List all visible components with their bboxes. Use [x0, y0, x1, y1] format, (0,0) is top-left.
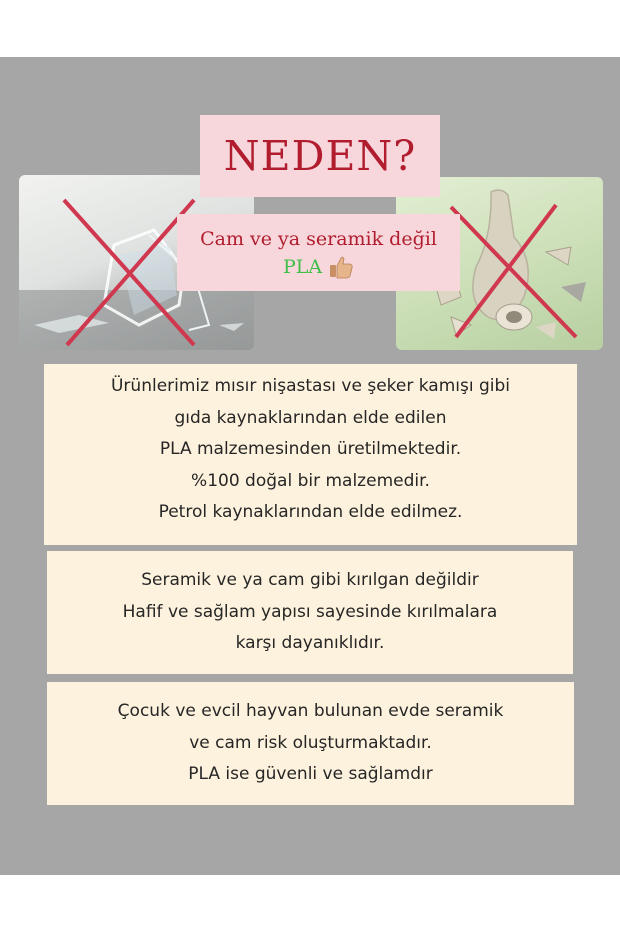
info-text-line: %100 doğal bir malzemedir.	[191, 470, 430, 491]
info-text-line: Ürünlerimiz mısır nişastası ve şeker kamışı gibi	[110, 376, 511, 396]
info-text-line: ve cam risk oluşturmaktadır.	[189, 732, 432, 753]
info-text-line: Petrol kaynaklarından elde edilmez.	[158, 502, 463, 522]
info-box-natural-material	[44, 364, 577, 545]
page-title: NEDEN?	[223, 132, 417, 180]
info-text-line: Hafif ve sağlam yapısı sayesinde kırılmalara	[122, 601, 498, 622]
title-box	[200, 115, 440, 197]
info-text-line: gıda kaynaklarından elde edilen	[174, 407, 447, 428]
info-box-durability	[47, 551, 573, 674]
info-text-line: PLA ise güvenli ve sağlamdır	[188, 764, 433, 784]
pla-label: PLA	[282, 256, 323, 278]
subtitle-line-2	[177, 252, 460, 282]
info-text-line: PLA malzemesinden üretilmektedir.	[159, 439, 462, 459]
info-text-line: karşı dayanıklıdır.	[235, 633, 385, 653]
info-text-line: Çocuk ve evcil hayvan bulunan evde seramik	[117, 701, 504, 721]
subtitle-line-1: Cam ve ya seramik değil	[200, 228, 437, 250]
subtitle-box	[177, 214, 460, 291]
thumbs-up-icon	[328, 255, 354, 279]
info-text-line: Seramik ve ya cam gibi kırılgan değildir	[141, 570, 479, 590]
info-box-safety	[47, 682, 574, 805]
